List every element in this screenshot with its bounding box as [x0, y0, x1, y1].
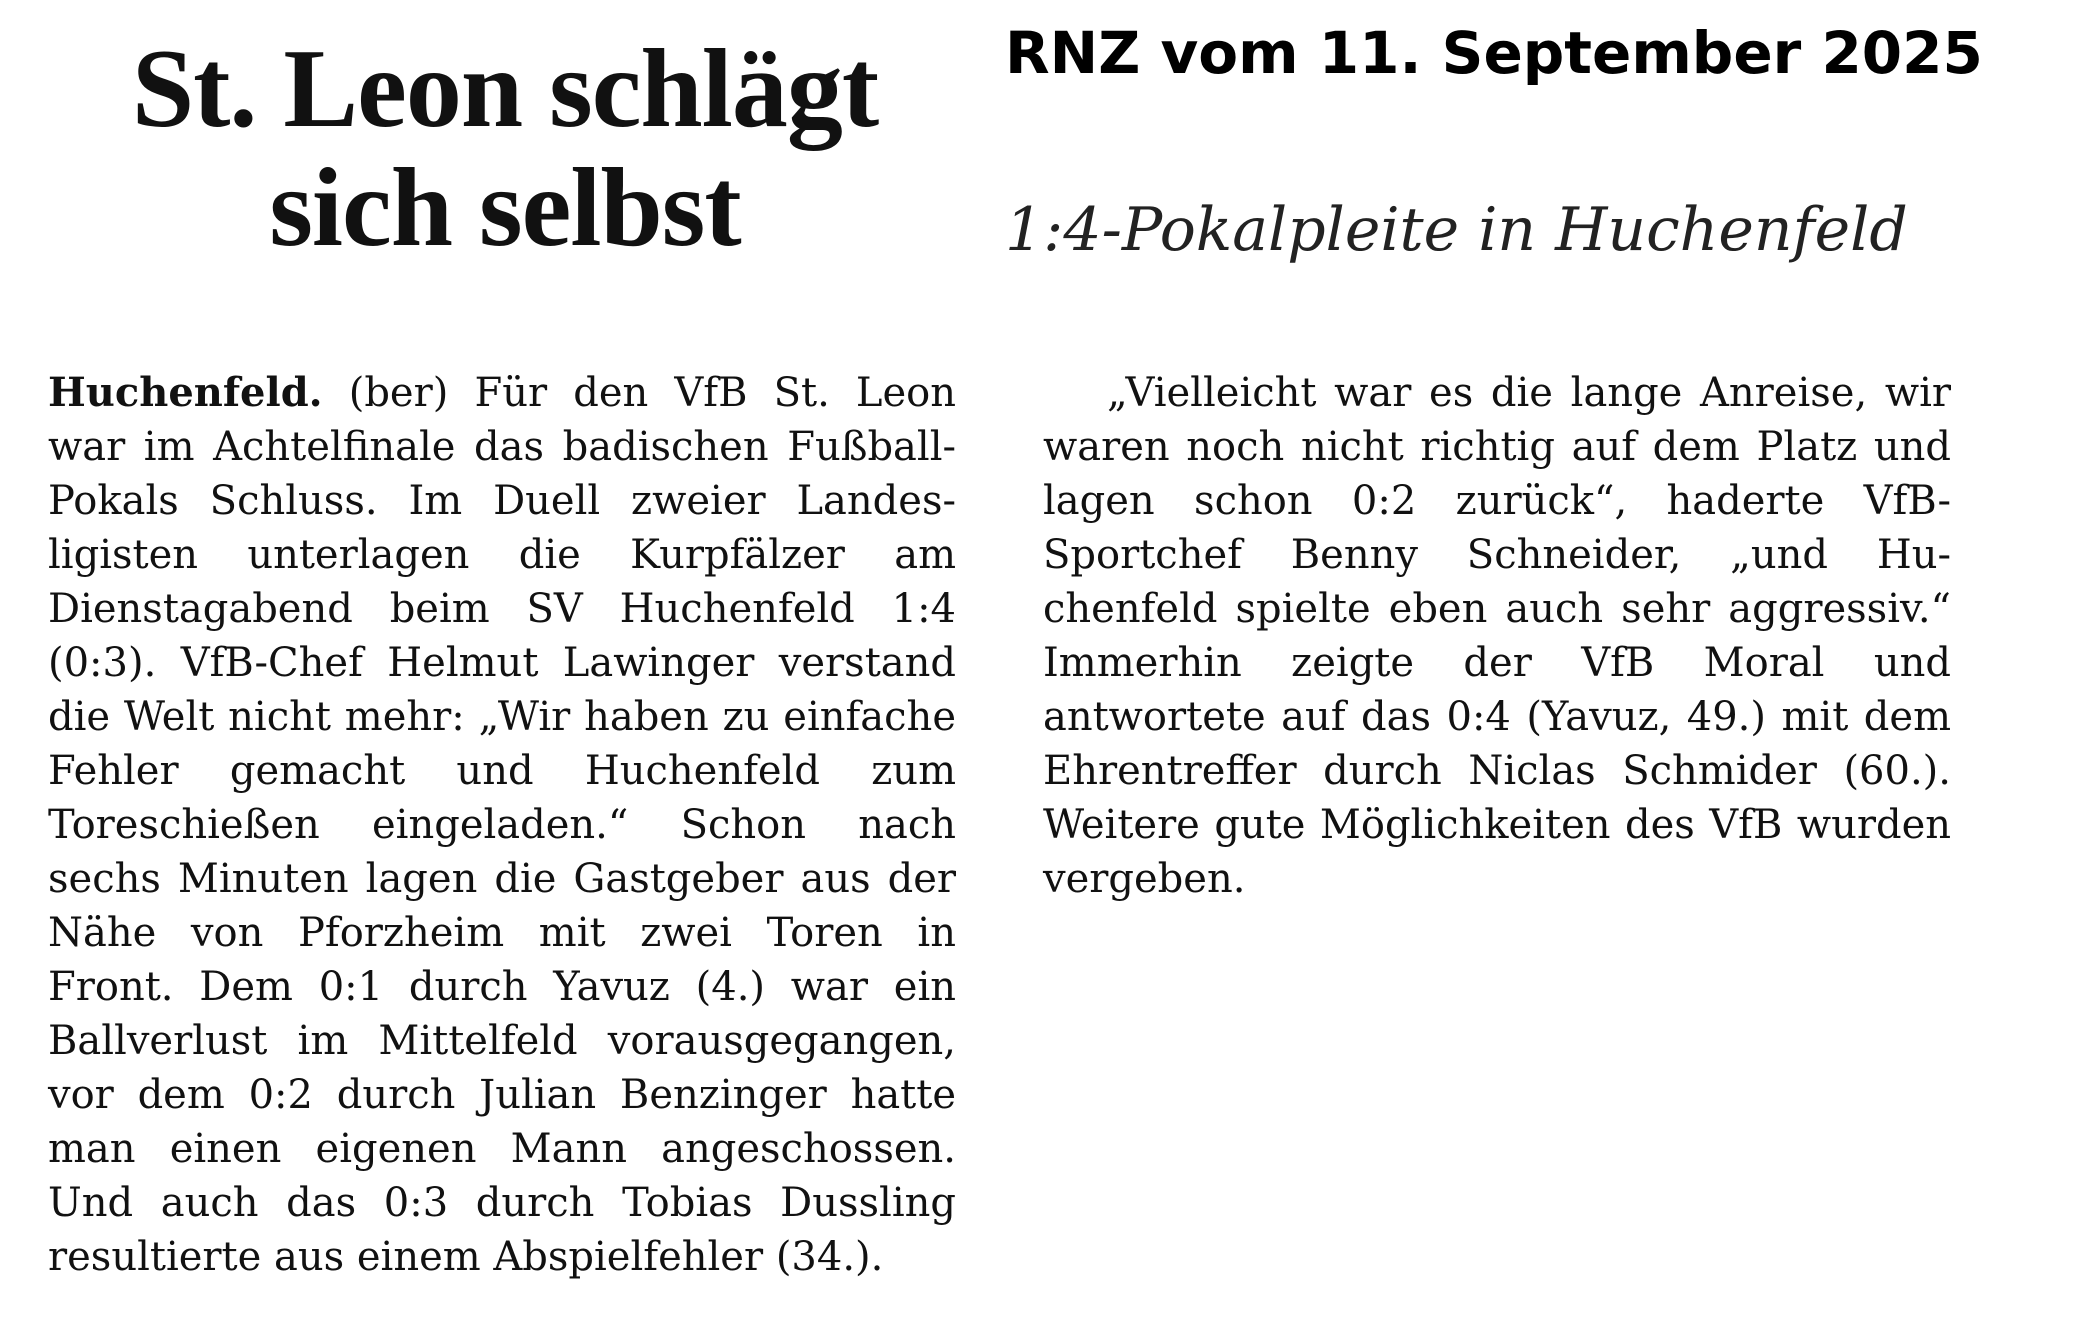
article-body-right: „Vielleicht war es die lange Anreise, wir waren noch nicht richtig auf dem Platz und lagen schon 0:2 zurück“, haderte VfB-Sportchef Benny Schneider, „und Huchenfeld spielte eben auch sehr aggressiv.“ Immerhin zeigte der VfB Moral und antwortete auf das 0:4 (Yavuz, 49.) mit dem Ehrentreffer durch Niclas Schmider (60.). Weitere gute Möglichkeiten des VfB wurden vergeben. — [1043, 370, 1951, 902]
article-body-left: (ber) Für den VfB St. Leon war im Achtelfinale das badischen Fußball-Pokals Schluss. Im Duell zweier Landesligisten unterlagen die Kurpfälzer am Dienstagabend beim SV Huchenfeld 1:4 (0:3). VfB-Chef Helmut Lawinger verstand die Welt nicht mehr: „Wir haben zu einfache Fehler gemacht und Huchenfeld zum Toreschießen eingeladen.“ Schon nach sechs Minuten lagen die Gastgeber aus der Nähe von Pforzheim mit zwei Toren in Front. Dem 0:1 durch Yavuz (4.) war ein Ballverlust im Mittelfeld vorausgegangen, vor dem 0:2 durch Julian Benzinger hatte man einen eigenen Mann angeschossen. Und auch das 0:3 durch Tobias Dussling resultierte aus einem Abspielfehler (34.). — [48, 370, 956, 1280]
headline — [40, 27, 970, 270]
article-column-left — [48, 366, 956, 1284]
source-date-label: RNZ vom 11. September 2025 — [1005, 19, 1983, 87]
article-column-right — [1043, 366, 1951, 906]
dateline: Huchenfeld. — [48, 369, 323, 416]
headline-line-1: St. Leon schlägt — [131, 27, 879, 151]
headline-line-2: sich selbst — [269, 145, 741, 270]
subheadline: 1:4-Pokalpleite in Huchenfeld — [1005, 195, 1908, 265]
